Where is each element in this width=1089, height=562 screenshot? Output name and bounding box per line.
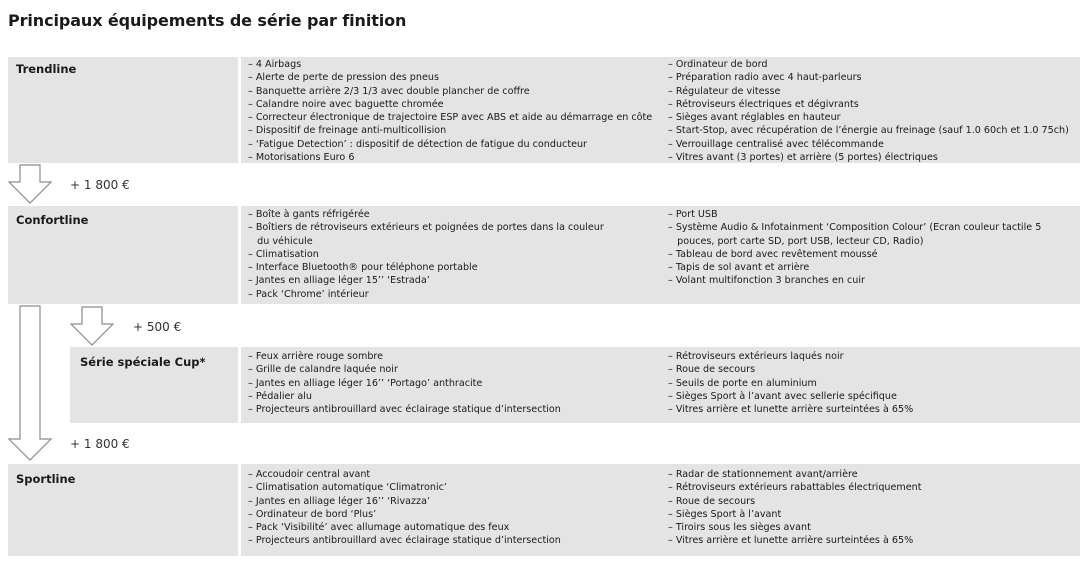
list-item: – Port USB [668,209,718,220]
list-item: – Feux arrière rouge sombre [248,351,384,362]
cup-left-list [248,350,561,416]
down-arrow-icon [70,306,114,346]
confortline-divider [238,206,241,304]
price-confort-to-cup: + 500 € [133,320,182,334]
list-item: – Sièges avant réglables en hauteur [668,112,841,124]
list-item: – Boîte à gants réfrigérée [248,209,370,220]
list-item: – Roue de secours [668,495,756,507]
list-item: – Projecteurs antibrouillard avec éclairage statique d’intersection [248,535,561,547]
list-item: – Tapis de sol avant et arrière [668,262,810,274]
cup-right-list [668,350,913,416]
list-item: – Alerte de perte de pression des pneus [248,72,439,84]
down-arrow-icon [8,305,52,461]
cup-divider [238,347,241,423]
price-trend-to-confort: + 1 800 € [70,178,130,192]
list-item: – Accoudoir central avant [248,469,371,480]
list-item: pouces, port carte SD, port USB, lecteur CD, Radio) [668,235,924,247]
list-item: – Seuils de porte en aluminium [668,377,817,389]
sportline-left-list [248,468,561,548]
trim-name-cup: Série spéciale Cup* [80,355,206,369]
list-item: – Interface Bluetooth® pour téléphone portable [248,262,478,274]
trendline-divider [238,57,241,163]
down-arrow-icon [8,164,52,204]
list-item: – ‘Fatigue Detection’ : dispositif de détection de fatigue du conducteur [248,138,588,150]
confortline-right-list [668,208,1041,288]
list-item: – Radar de stationnement avant/arrière [668,469,858,480]
list-item: – Start-Stop, avec récupération de l’énergie au freinage (sauf 1.0 60ch et 1.0 75ch) [668,125,1069,137]
list-item: – Sièges Sport à l’avant [668,508,782,520]
list-item: – Préparation radio avec 4 haut-parleurs [668,72,862,84]
list-item: – Boîtiers de rétroviseurs extérieurs et poignées de portes dans la couleur [248,222,604,234]
list-item: – Jantes en alliage léger 16’’ ‘Rivazza’ [248,495,431,507]
list-item: – Climatisation [248,248,319,260]
list-item: – 4 Airbags [248,59,302,70]
list-item: – Projecteurs antibrouillard avec éclairage statique d’intersection [248,404,561,416]
list-item: – Sièges Sport à l’avant avec sellerie spécifique [668,390,897,402]
list-item: – Calandre noire avec baguette chromée [248,98,444,110]
price-confort-to-sport: + 1 800 € [70,437,130,451]
list-item: du véhicule [248,235,313,247]
list-item: – Volant multifonction 3 branches en cuir [668,275,865,287]
list-item: – Banquette arrière 2/3 1/3 avec double plancher de coffre [248,85,530,97]
list-item: – Tableau de bord avec revêtement moussé [668,248,878,260]
sportline-right-list [668,468,922,548]
list-item: – Grille de calandre laquée noir [248,364,398,376]
list-item: – Vitres arrière et lunette arrière surteintées à 65% [668,535,914,547]
list-item: – Pack ‘Chrome’ intérieur [248,288,369,300]
list-item: – Rétroviseurs électriques et dégivrants [668,98,859,110]
list-item: – Pédalier alu [248,390,313,402]
list-item: – Jantes en alliage léger 15’’ ‘Estrada’ [248,275,430,287]
list-item: – Pack ‘Visibilité’ avec allumage automatique des feux [248,522,510,534]
list-item: – Tiroirs sous les sièges avant [668,522,811,534]
list-item: – Climatisation automatique ‘Climatronic’ [248,482,447,494]
list-item: – Jantes en alliage léger 16’’ ‘Portago’ anthracite [248,377,483,389]
list-item: – Verrouillage centralisé avec télécommande [668,138,884,150]
confortline-left-list [248,208,604,301]
list-item: – Ordinateur de bord ‘Plus’ [248,508,377,520]
sportline-divider [238,464,241,556]
list-item: – Roue de secours [668,364,756,376]
cup-band [70,347,1080,423]
list-item: – Rétroviseurs extérieurs rabattables électriquement [668,482,922,494]
trendline-left-list [248,58,652,164]
list-item: – Motorisations Euro 6 [248,152,355,164]
list-item: – Dispositif de freinage anti-multicollision [248,125,447,137]
trim-name-confortline: Confortline [16,213,89,227]
list-item: – Système Audio & Infotainment ‘Composition Colour’ (Ecran couleur tactile 5 [668,222,1042,234]
trim-name-trendline: Trendline [16,62,77,76]
page-title: Principaux équipements de série par finition [8,11,407,30]
list-item: – Correcteur électronique de trajectoire ESP avec ABS et aide au démarrage en côte [248,112,653,124]
list-item: – Vitres arrière et lunette arrière surteintées à 65% [668,404,914,416]
list-item: – Rétroviseurs extérieurs laqués noir [668,351,844,362]
trim-name-sportline: Sportline [16,472,76,486]
trendline-right-list [668,58,1069,164]
list-item: – Vitres avant (3 portes) et arrière (5 portes) électriques [668,152,938,164]
list-item: – Ordinateur de bord [668,59,768,70]
list-item: – Régulateur de vitesse [668,85,781,97]
